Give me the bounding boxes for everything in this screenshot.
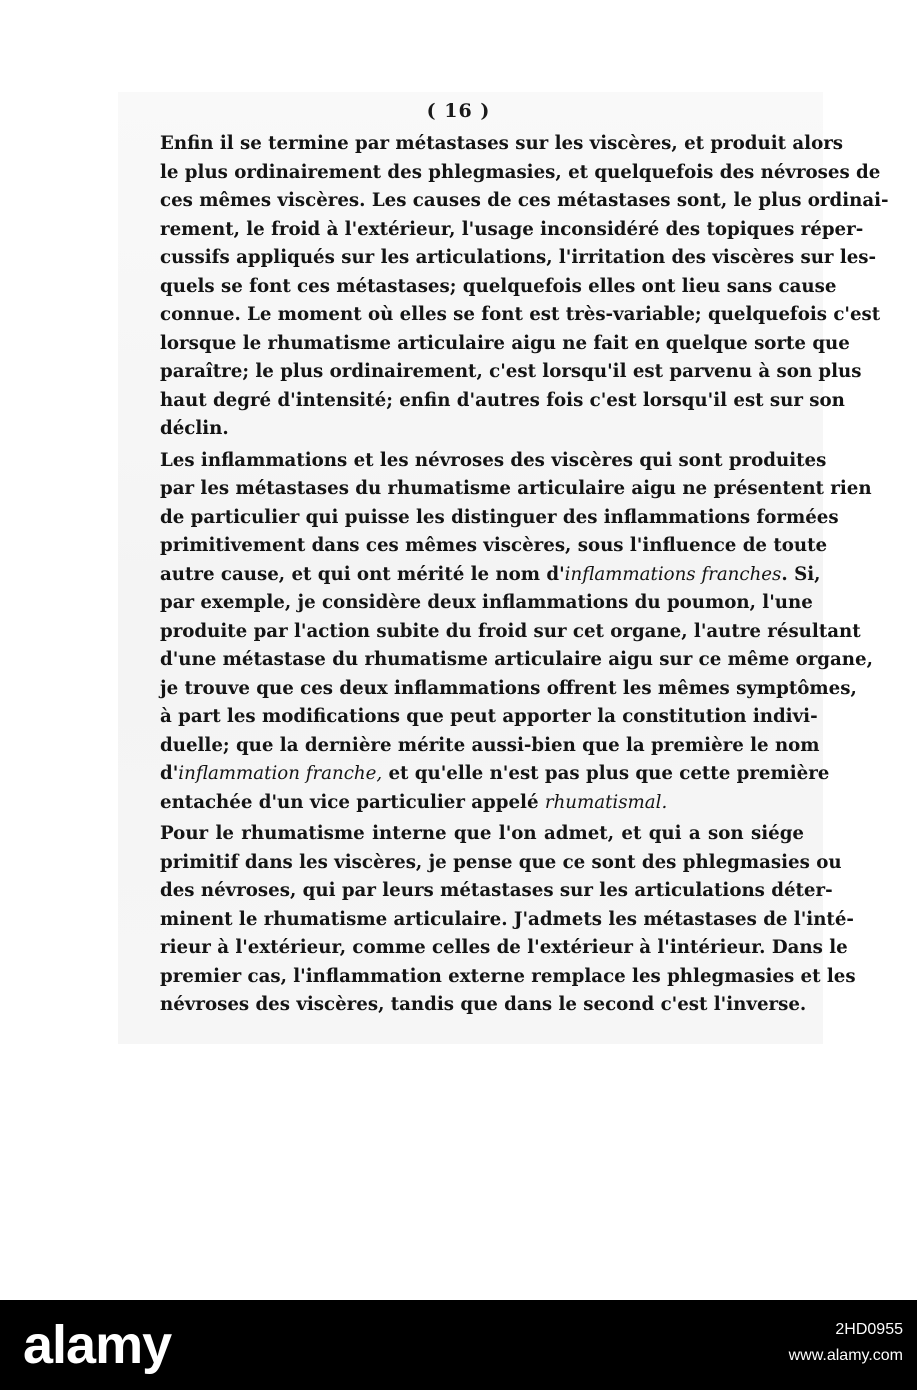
text-line: névroses des viscères, tandis que dans le second c'est l'inverse. — [160, 994, 807, 1015]
page-number: ( 16 ) — [426, 100, 491, 122]
text-line: produite par l'action subite du froid sur cet organe, l'autre résultant — [160, 620, 861, 642]
text-line: cussifs appliqués sur les articulations, l'irritation des viscères sur les- — [160, 247, 877, 268]
text-segment: . Si, — [781, 563, 821, 585]
text-line: connue. Le moment où elles se font est très-variable; quelquefois c'est — [160, 304, 881, 325]
text-line: Enfin il se termine par métastases sur les viscères, et produit alors — [160, 133, 844, 154]
text-line: à part les modifications que peut apporter la constitution indivi- — [160, 706, 818, 727]
text-line: déclin. — [160, 418, 229, 439]
italic-term: inflammations franches — [564, 563, 782, 585]
text-line: rement, le froid à l'extérieur, l'usage inconsidéré des topiques réper- — [160, 218, 864, 240]
watermark-bar — [0, 1300, 917, 1390]
text-line: minent le rhumatisme articulaire. J'admets les métastases de l'inté- — [160, 908, 854, 930]
text-line: duelle; que la dernière mérite aussi-bien que la première le nom — [160, 734, 820, 756]
text-segment: autre cause, et qui ont mérité le nom d' — [160, 563, 565, 585]
text-segment: entachée d'un vice particulier appelé — [160, 791, 545, 813]
text-line-mixed — [160, 789, 804, 818]
text-line: lorsque le rhumatisme articulaire aigu ne fait en quelque sorte que — [160, 332, 850, 354]
watermark-info — [789, 1317, 903, 1369]
text-line: rieur à l'extérieur, comme celles de l'extérieur à l'intérieur. Dans le — [160, 937, 848, 958]
alamy-logo: alamy — [23, 1315, 172, 1375]
text-line: primitif dans les viscères, je pense que ce sont des phlegmasies ou — [160, 851, 842, 873]
text-line: de particulier qui puisse les distinguer des inflammations formées — [160, 506, 839, 528]
text-line: je trouve que ces deux inflammations offrent les mêmes symptômes, — [160, 677, 857, 699]
text-line: paraître; le plus ordinairement, c'est lorsqu'il est parvenu à son plus — [160, 361, 862, 382]
body-text — [160, 130, 889, 1020]
text-line: quels se font ces métastases; quelquefois elles ont lieu sans cause — [160, 275, 837, 297]
italic-term: inflammation franche, — [178, 763, 383, 784]
italic-term: rhumatismal. — [544, 791, 668, 813]
text-line: par les métastases du rhumatisme articulaire aigu ne présentent rien — [160, 478, 872, 499]
text-line: Les inflammations et les névroses des viscères qui sont produites — [160, 449, 827, 471]
text-line: par exemple, je considère deux inflammations du poumon, l'une — [160, 592, 813, 613]
text-line: premier cas, l'inflammation externe remplace les phlegmasies et les — [160, 965, 856, 987]
watermark-url: www.alamy.com — [788, 1347, 903, 1364]
text-line-mixed — [160, 561, 821, 590]
text-segment: d' — [160, 763, 179, 784]
text-line: Pour le rhumatisme interne que l'on admet, et qui a son siége — [160, 823, 804, 844]
text-line: des névroses, qui par leurs métastases sur les articulations déter- — [160, 880, 833, 901]
text-line: le plus ordinairement des phlegmasies, et quelquefois des névroses de — [160, 161, 881, 183]
text-segment: et qu'elle n'est pas plus que cette première — [382, 763, 830, 784]
image-id: 2HD0955 — [835, 1321, 903, 1338]
text-line: ces mêmes viscères. Les causes de ces métastases sont, le plus ordinai- — [160, 190, 889, 211]
text-line: primitivement dans ces mêmes viscères, sous l'influence de toute — [160, 535, 828, 556]
text-line-mixed — [160, 760, 830, 789]
text-line: haut degré d'intensité; enfin d'autres fois c'est lorsqu'il est sur son — [160, 389, 845, 411]
text-line: d'une métastase du rhumatisme articulaire aigu sur ce même organe, — [160, 649, 873, 670]
